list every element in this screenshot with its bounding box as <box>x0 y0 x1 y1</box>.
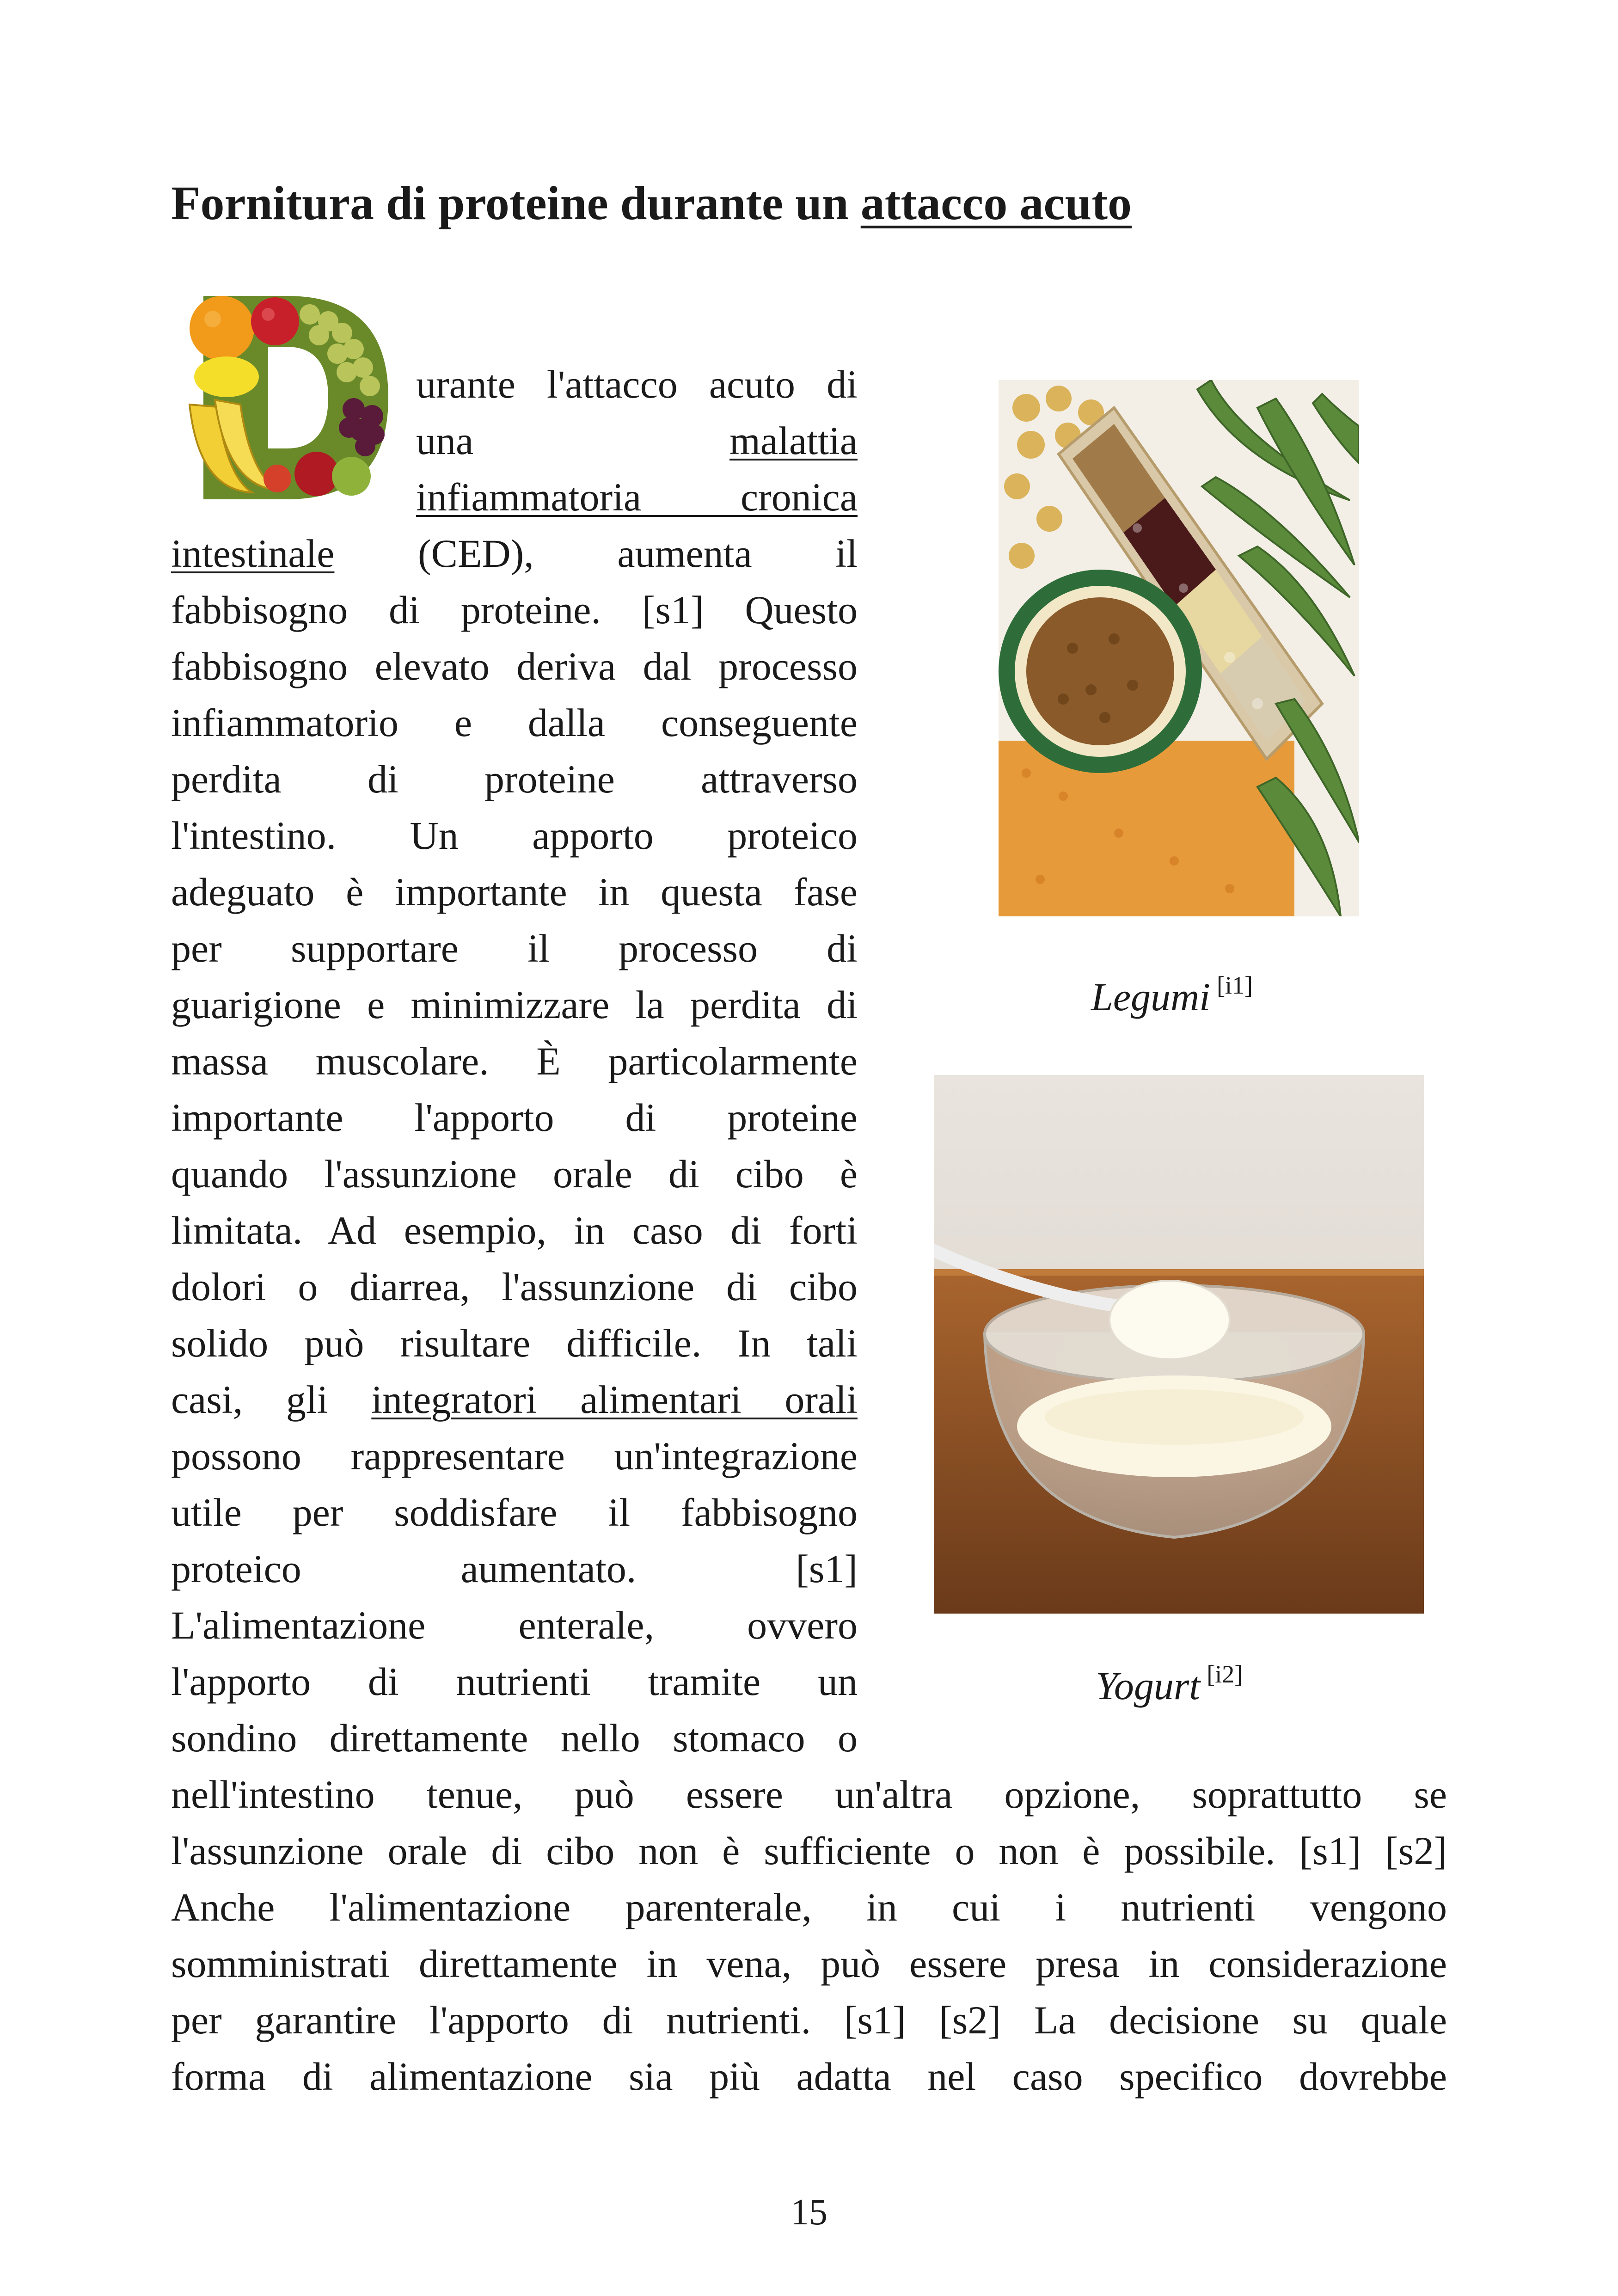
yogurt-image <box>934 1075 1424 1614</box>
legumi-reference[interactable]: [i1] <box>1217 971 1253 999</box>
body-paragraph-main <box>171 525 858 1766</box>
text-line: possono rappresentare un'integrazione <box>171 1434 858 1478</box>
text-line: urante l'attacco acuto di <box>416 362 858 406</box>
text-line: intestinale (CED), aumenta il <box>171 531 858 576</box>
text-line: l'apporto di nutrienti tramite un <box>171 1659 858 1704</box>
text-line: massa muscolare. È particolarmente <box>171 1039 858 1083</box>
link-integratori-alimentari-orali[interactable]: integratori alimentari orali <box>371 1377 858 1422</box>
text-line: importante l'apporto di proteine <box>171 1095 858 1140</box>
text-line: guarigione e minimizzare la perdita di <box>171 982 858 1027</box>
text-line: somministrati direttamente in vena, può essere presa in considerazione <box>171 1941 1447 1986</box>
text-line: limitata. Ad esempio, in caso di forti <box>171 1208 858 1252</box>
text-line: dolori o diarrea, l'assunzione di cibo <box>171 1265 858 1309</box>
title-link[interactable]: attacco acuto <box>860 177 1132 230</box>
text-line: perdita di proteine attraverso <box>171 757 858 801</box>
dropcap-fruit-letter-d <box>171 296 395 499</box>
text-line: quando l'assunzione orale di cibo è <box>171 1152 858 1196</box>
text-line: l'assunzione orale di cibo non è sufficiente o non è possibile. [s1] [s2] <box>171 1829 1447 1873</box>
text-line: fabbisogno elevato deriva dal processo <box>171 644 858 688</box>
legumi-image <box>999 380 1359 916</box>
text-line: Anche l'alimentazione parenterale, in cui i nutrienti vengono <box>171 1885 1447 1929</box>
text-line: casi, gli integratori alimentari orali <box>171 1377 858 1422</box>
text-line: nell'intestino tenue, può essere un'altra opzione, soprattutto se <box>171 1772 1447 1817</box>
text-line: L'alimentazione enterale, ovvero <box>171 1603 858 1647</box>
text-line: adeguato è importante in questa fase <box>171 870 858 914</box>
text-line: forma di alimentazione sia più adatta nel caso specifico dovrebbe <box>171 2054 1447 2099</box>
text-line: utile per soddisfare il fabbisogno <box>171 1490 858 1535</box>
legumi-caption: Legumi [i1] <box>1091 971 1253 1019</box>
text-line: infiammatorio e dalla conseguente <box>171 700 858 745</box>
page-number: 15 <box>791 2192 827 2233</box>
text-line: l'intestino. Un apporto proteico <box>171 813 858 858</box>
link-malattia[interactable]: malattia <box>729 418 858 463</box>
text-line: solido può risultare difficile. In tali <box>171 1321 858 1365</box>
link-intestinale[interactable]: intestinale <box>171 531 335 576</box>
body-paragraph-narrow <box>416 356 858 525</box>
text-line: fabbisogno di proteine. [s1] Questo <box>171 588 858 632</box>
text-line: per supportare il processo di <box>171 926 858 970</box>
text-line: sondino direttamente nello stomaco o <box>171 1716 858 1760</box>
text-line: una malattia <box>416 418 858 463</box>
text-line: per garantire l'apporto di nutrienti. [s1] [s2] La decisione su quale <box>171 1998 1447 2042</box>
body-paragraph-wide <box>171 1766 1447 2105</box>
text-line <box>416 469 858 525</box>
link-infiammatoria-cronica[interactable]: infiammatoria cronica <box>416 475 858 519</box>
yogurt-reference[interactable]: [i2] <box>1207 1660 1243 1688</box>
yogurt-caption: Yogurt [i2] <box>1096 1660 1243 1708</box>
text-line: proteico aumentato. [s1] <box>171 1547 858 1591</box>
page-title: Fornitura di proteine durante un attacco acuto <box>171 177 1132 230</box>
